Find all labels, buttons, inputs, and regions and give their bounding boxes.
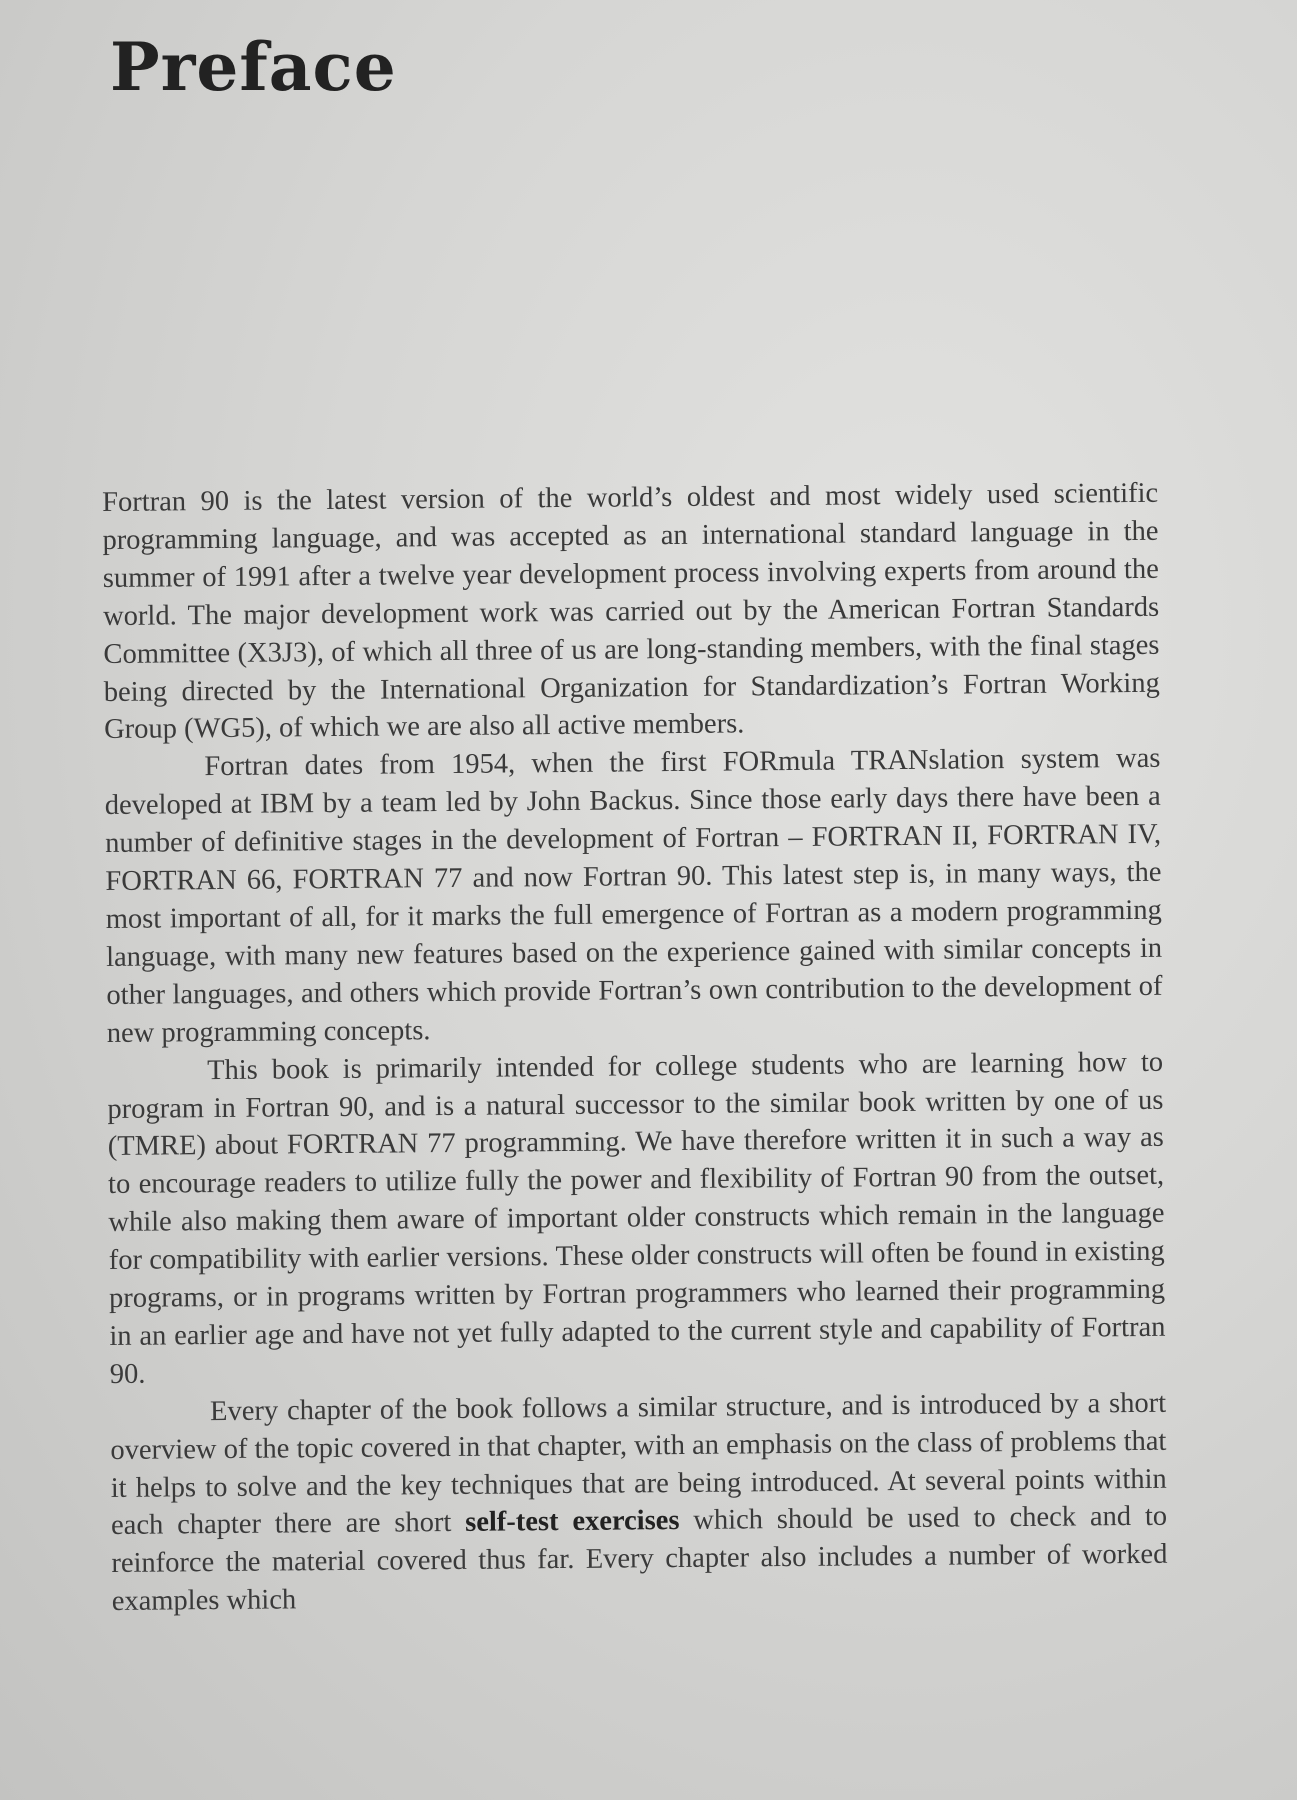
bold-term-self-test-exercises: self-test exercises <box>465 1505 680 1539</box>
paragraph-3: This book is primarily intended for college students who are learning how to program in Fortran 90, and is a natural successor to the similar book written by one of us (TMRE) about FORTRAN 77 programming. We have therefore written it in such a way as to encourage readers to utilize fully the power and flexibility of Fortran 90 from the outset, while also making them aware of important older constructs which remain in the language for compatibility with earlier versions. These older constructs will often be found in existing programs, or in programs written by Fortran programmers who learned their programming in an earlier age and have not yet fully adapted to the current style and capability of Fortran 90. <box>107 1046 1166 1390</box>
paragraph-4 <box>110 1385 1168 1622</box>
paragraph-4-text-before: Every chapter of the book follows a similar structure, and is introduced by a short overview of the topic covered in that chapter, with an emphasis on the class of problems that it helps to solve and the key techniques that are being introduced. At several points within each chapter there are short <box>110 1387 1167 1542</box>
preface-body <box>102 475 1168 1621</box>
page-title: Preface <box>110 28 397 106</box>
paragraph-2: Fortran dates from 1954, when the first FORmula TRANslation system was developed at IBM by a team led by John Backus. Since those early days there have been a number of definitive stages in the development of Fortran – FORTRAN II, FORTRAN IV, FORTRAN 66, FORTRAN 77 and now Fortran 90. This latest step is, in many ways, the most important of all, for it marks the full emergence of Fortran as a modern programming language, with many new features based on the experience gained with similar concepts in other languages, and others which provide Fortran’s own contribution to the development of new programming concepts. <box>104 743 1163 1049</box>
paragraph-1: Fortran 90 is the latest version of the world’s oldest and most widely used scientific programming language, and was accepted as an international standard language in the summer of 1991 after a twelve year development process involving experts from around the world. The major development work was carried out by the American Fortran Standards Committee (X3J3), of which all three of us are long-standing members, with the final stages being directed by the International Organization for Standardization’s Fortran Working Group (WG5), of which we are also all active members. <box>102 477 1160 746</box>
paragraph-4-text-after: which should be used to check and to reinforce the material covered thus far. Every chapter also includes a number of worked examples which <box>111 1501 1168 1618</box>
